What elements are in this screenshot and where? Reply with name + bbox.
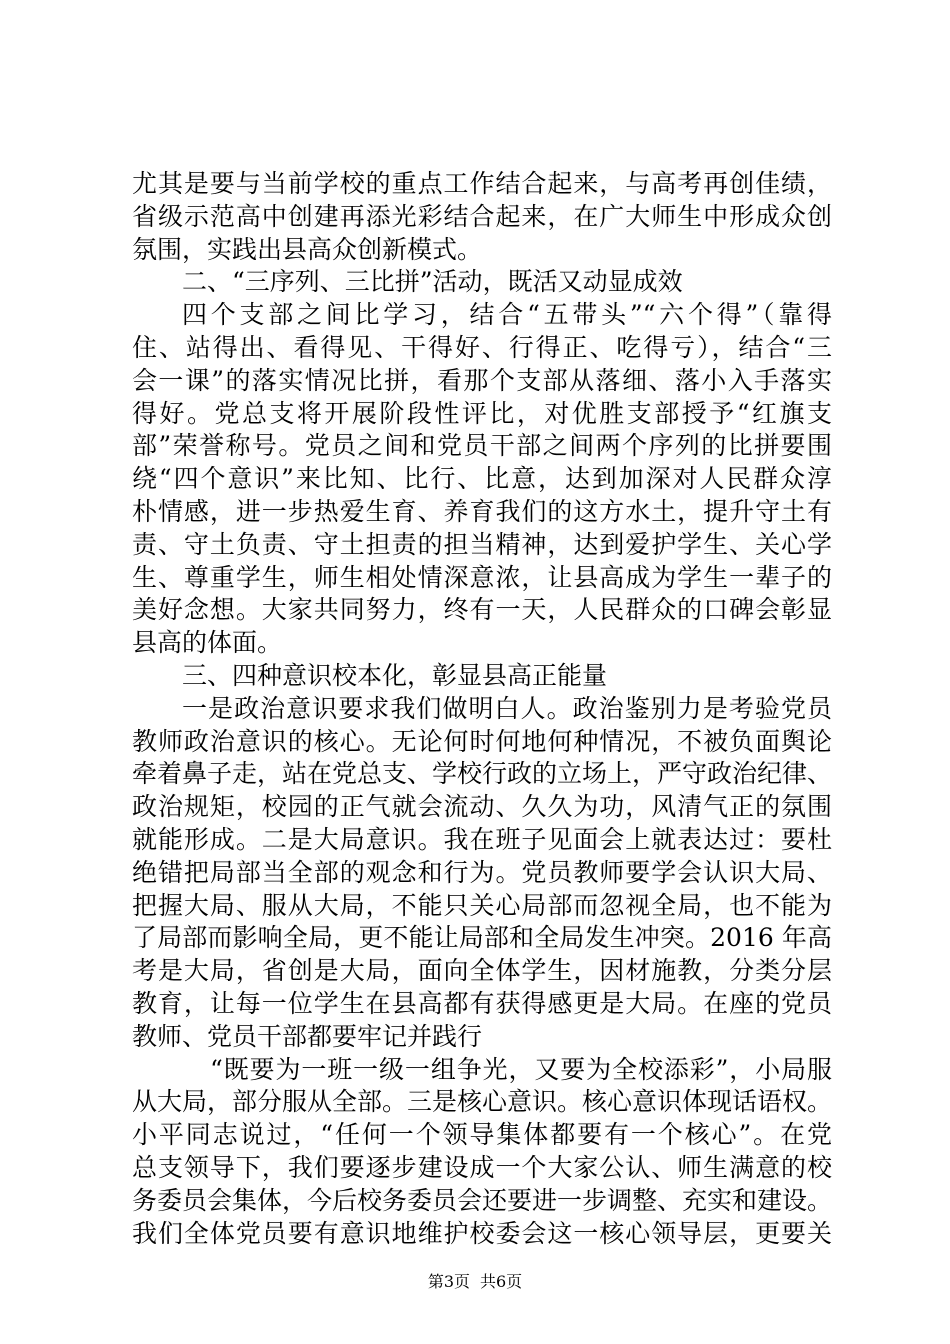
text-line: 从大局，部分服从全部。三是核心意识。核心意识体现话语权。 (132, 1087, 832, 1117)
text-line: 小平同志说过，“任何一个领导集体都要有一个核心”。在党 (132, 1120, 832, 1150)
text-line: 教师政治意识的核心。无论何时何地何种情况，不被负面舆论 (132, 726, 832, 756)
text-line: 会一课”的落实情况比拼，看那个支部从落细、落小入手落实 (132, 365, 832, 395)
page-number-current: 第3页 (427, 1272, 470, 1291)
text-line: “既要为一班一级一组争光，又要为全校添彩”，小局服 (210, 1054, 832, 1084)
text-line: 把握大局、服从大局，不能只关心局部而忽视全局，也不能为 (132, 890, 832, 920)
text-line: 住、站得出、看得见、干得好、行得正、吃得亏），结合“三 (132, 332, 832, 362)
text-line: 一是政治意识要求我们做明白人。政治鉴别力是考验党员 (182, 693, 832, 723)
text-line: 教师、党员干部都要牢记并践行 (132, 1021, 483, 1051)
text-line: 我们全体党员要有意识地维护校委会这一核心领导层，更要关 (132, 1218, 832, 1248)
page-number-total: 共6页 (480, 1272, 523, 1291)
text-line: 了局部而影响全局，更不能让局部和全局发生冲突。2016 年高 (132, 923, 832, 953)
text-line: 县高的体面。 (132, 628, 283, 658)
text-line: 务委员会集体，今后校务委员会还要进一步调整、充实和建设。 (132, 1185, 832, 1215)
section-heading: 三、四种意识校本化，彰显县高正能量 (182, 660, 608, 690)
text-line: 就能形成。二是大局意识。我在班子见面会上就表达过：要杜 (132, 824, 832, 854)
text-line: 氛围，实践出县高众创新模式。 (132, 234, 483, 264)
text-line: 绝错把局部当全部的观念和行为。党员教师要学会认识大局、 (132, 857, 832, 887)
text-line: 得好。党总支将开展阶段性评比，对优胜支部授予“红旗支 (132, 398, 832, 428)
section-heading: 二、“三序列、三比拼”活动，既活又动显成效 (182, 267, 683, 297)
text-line: 总支领导下，我们要逐步建设成一个大家公认、师生满意的校 (132, 1152, 832, 1182)
text-line: 部”荣誉称号。党员之间和党员干部之间两个序列的比拼要围 (132, 431, 832, 461)
text-line: 政治规矩，校园的正气就会流动、久久为功，风清气正的氛围 (132, 792, 832, 822)
text-line: 责、守土负责、守土担责的担当精神，达到爱护学生、关心学 (132, 529, 832, 559)
text-line: 教育，让每一位学生在县高都有获得感更是大局。在座的党员 (132, 988, 832, 1018)
text-line: 朴情感，进一步热爱生育、养育我们的这方水土，提升守土有 (132, 496, 832, 526)
text-line: 尤其是要与当前学校的重点工作结合起来，与高考再创佳绩， (132, 169, 832, 198)
text-line: 绕“四个意识”来比知、比行、比意，达到加深对人民群众淳 (132, 464, 832, 494)
text-line: 生、尊重学生，师生相处情深意浓，让县高成为学生一辈子的 (132, 562, 832, 592)
text-line: 省级示范高中创建再添光彩结合起来，在广大师生中形成众创 (132, 201, 832, 231)
document-body (132, 168, 832, 1250)
page-footer (0, 1272, 950, 1292)
text-line: 牵着鼻子走，站在党总支、学校行政的立场上，严守政治纪律、 (132, 759, 832, 789)
text-line: 考是大局，省创是大局，面向全体学生，因材施教，分类分层 (132, 956, 832, 986)
text-line: 四个支部之间比学习，结合“五带头”“六个得”（靠得 (182, 300, 832, 330)
text-line: 美好念想。大家共同努力，终有一天，人民群众的口碑会彰显 (132, 595, 832, 625)
